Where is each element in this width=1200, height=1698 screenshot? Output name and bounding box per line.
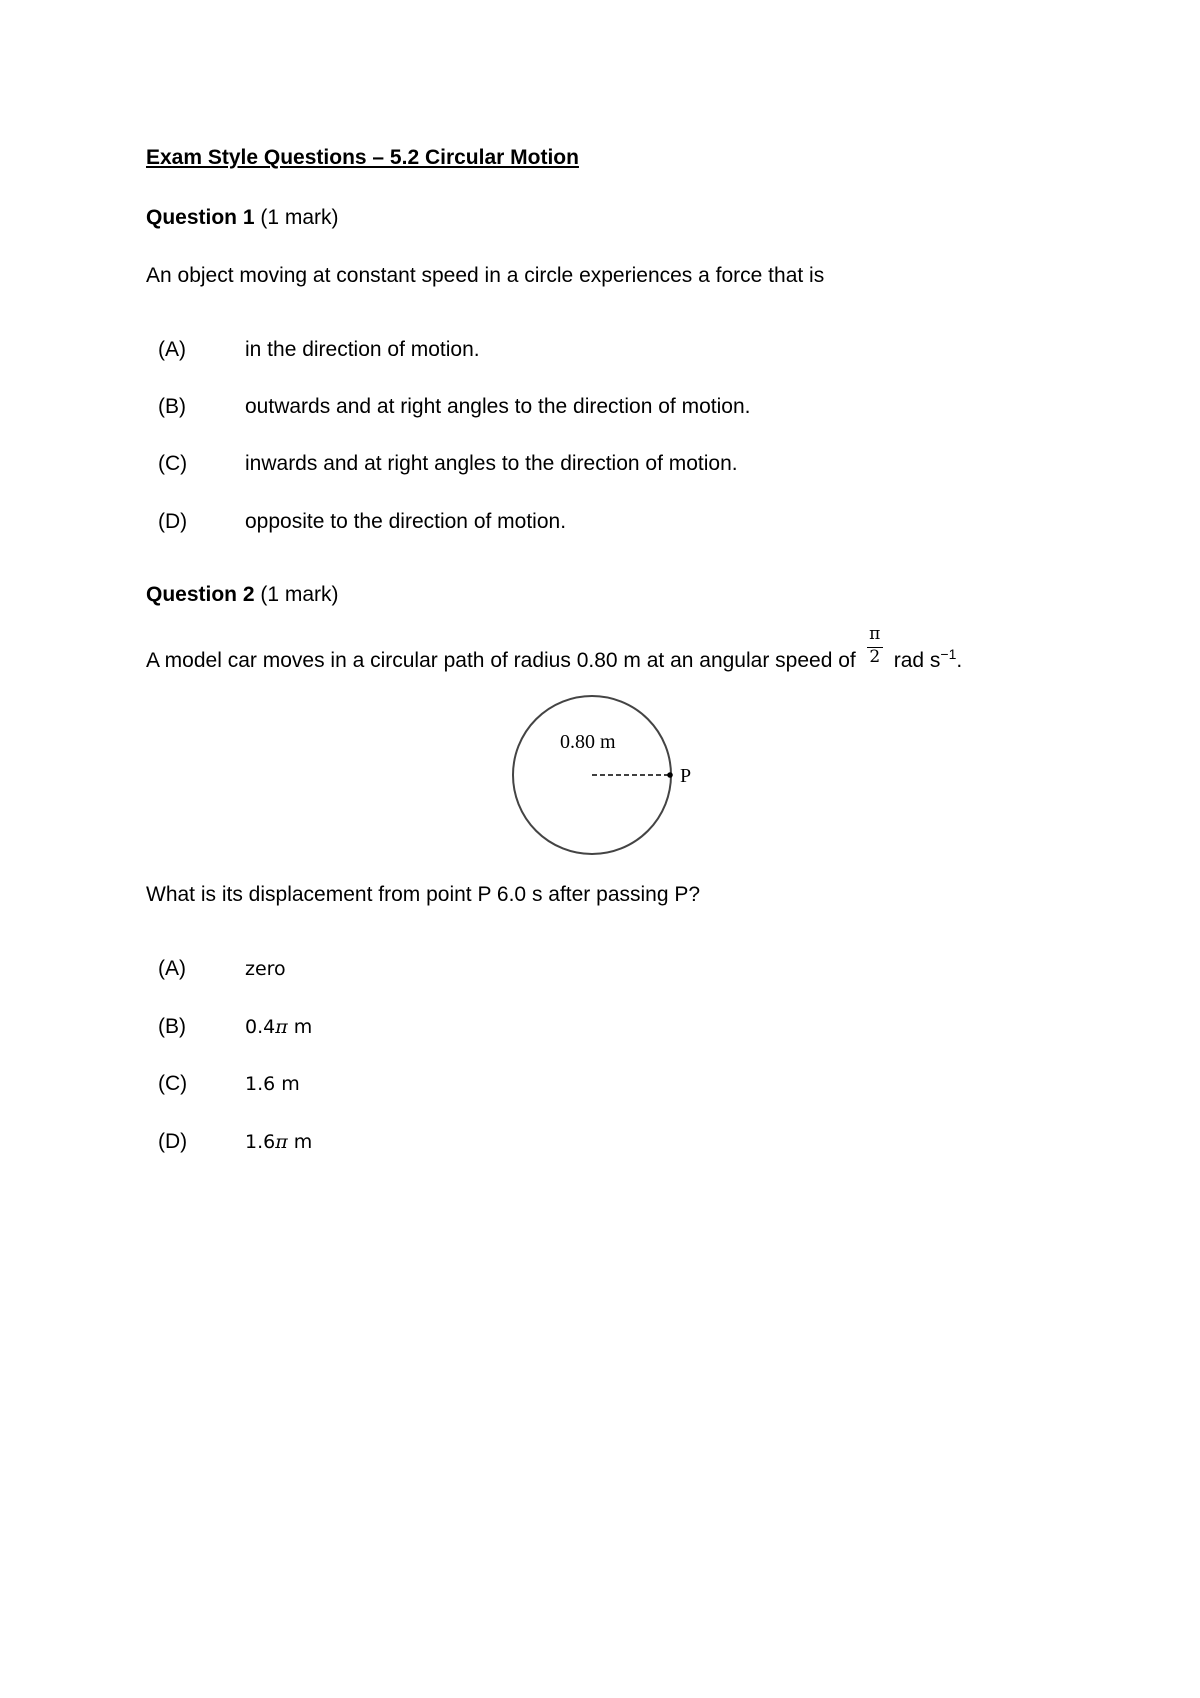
radius-label: 0.80 m <box>560 731 616 753</box>
q2-option-b-unit: m <box>287 1016 313 1038</box>
pi-symbol: π <box>275 1016 288 1038</box>
question-1-stem: An object moving at constant speed in a circle experiences a force that is <box>146 264 825 287</box>
fraction-denominator: 2 <box>869 647 881 667</box>
page-title: Exam Style Questions – 5.2 Circular Motion <box>146 146 579 169</box>
q2-option-d-unit: m <box>287 1131 313 1153</box>
question-2-question: What is its displacement from point P 6.0 s after passing P? <box>146 883 701 906</box>
q1-option-d-text: opposite to the direction of motion. <box>245 510 567 533</box>
fraction-numerator: π <box>869 624 881 644</box>
q2-option-d-letter: (D) <box>158 1130 188 1153</box>
q1-option-b-letter: (B) <box>158 395 186 418</box>
q2-option-d-text <box>245 1131 312 1153</box>
q1-option-c-text: inwards and at right angles to the direction of motion. <box>245 452 738 475</box>
angular-unit: rad s <box>893 649 941 672</box>
q2-option-b-number: 0.4 <box>245 1016 276 1038</box>
q2-option-c-letter: (C) <box>158 1072 188 1095</box>
q2-option-b-letter: (B) <box>158 1015 186 1038</box>
question-1-marks: (1 mark) <box>260 206 339 229</box>
unit-exponent: −1 <box>940 646 957 662</box>
question-2-label: Question 2 <box>146 583 255 606</box>
stem-end: . <box>956 649 963 672</box>
q1-option-a-text: in the direction of motion. <box>245 338 480 361</box>
q2-option-a-letter: (A) <box>158 957 186 980</box>
question-2-heading <box>146 583 339 607</box>
q2-option-c-text: 1.6 m <box>245 1073 300 1095</box>
question-2-stem <box>146 624 963 673</box>
question-1-heading <box>146 206 339 230</box>
question-1-label: Question 1 <box>146 206 255 229</box>
pi-symbol: π <box>275 1131 288 1153</box>
q2-option-a-text: zero <box>245 958 286 980</box>
q1-option-d-letter: (D) <box>158 510 188 533</box>
point-p-label: P <box>680 765 692 787</box>
q2-option-d-number: 1.6 <box>245 1131 276 1153</box>
pi-over-2-fraction <box>866 624 884 673</box>
q1-option-c-letter: (C) <box>158 452 188 475</box>
question-2-marks: (1 mark) <box>260 583 339 606</box>
q1-option-b-text: outwards and at right angles to the direction of motion. <box>245 395 751 418</box>
point-p-marker <box>667 772 673 778</box>
q1-option-a-letter: (A) <box>158 338 186 361</box>
q2-option-b-text <box>245 1016 312 1038</box>
circle-diagram <box>500 690 710 865</box>
question-2-stem-text: A model car moves in a circular path of radius 0.80 m at an angular speed of <box>146 649 856 672</box>
